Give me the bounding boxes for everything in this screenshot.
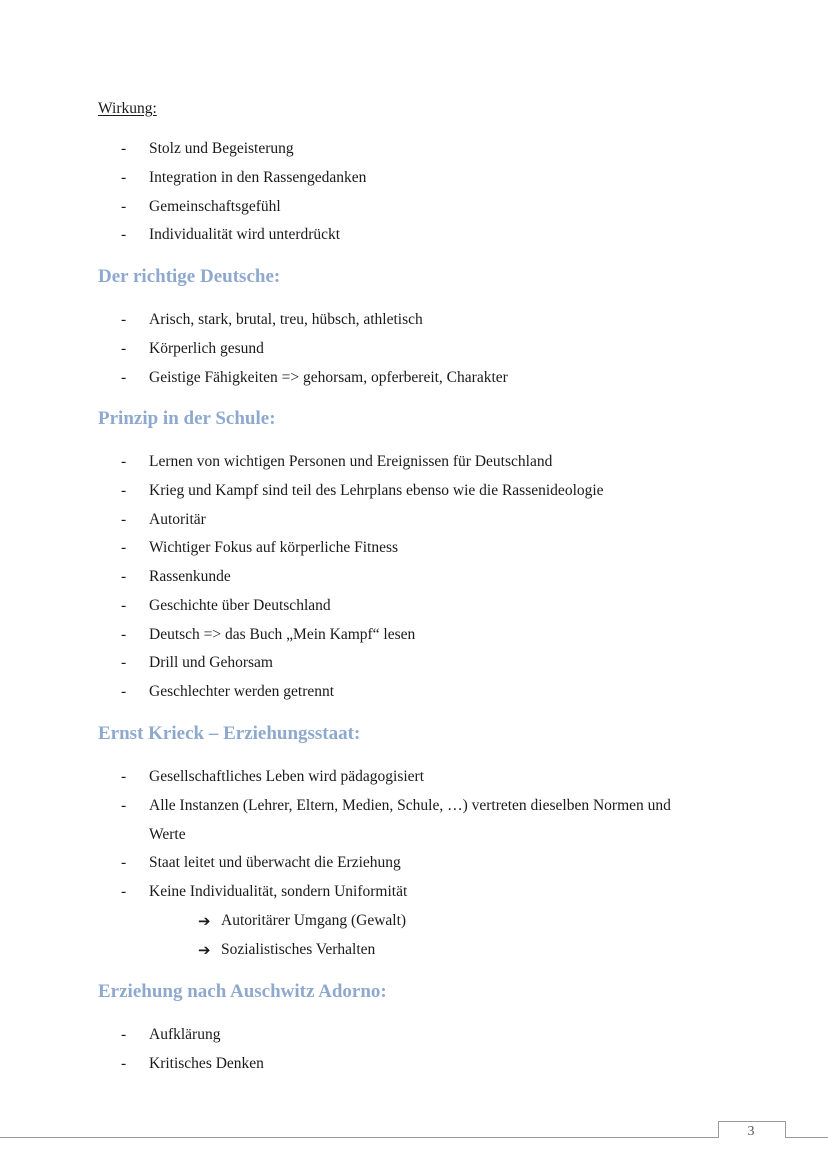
list-item: Autoritär — [149, 511, 206, 528]
list-item: Geschichte über Deutschland — [149, 597, 331, 614]
footer-rule — [0, 1137, 828, 1138]
bullet-dash: - — [121, 654, 127, 671]
bullet-dash: - — [121, 683, 127, 700]
bullet-dash: - — [121, 311, 127, 328]
sub-list-item: Autoritärer Umgang (Gewalt) — [221, 912, 407, 929]
bullet-dash: - — [121, 226, 127, 243]
section-heading-adorno: Erziehung nach Auschwitz Adorno: — [98, 981, 387, 1002]
bullet-dash: - — [121, 797, 127, 814]
bullet-dash: - — [121, 169, 127, 186]
section-heading-deutsche: Der richtige Deutsche: — [98, 266, 281, 287]
list-item: Arisch, stark, brutal, treu, hübsch, athletisch — [149, 311, 423, 328]
list-item: Gesellschaftliches Leben wird pädagogisiert — [149, 768, 425, 785]
bullet-dash: - — [121, 1026, 127, 1043]
section-heading-krieck: Ernst Krieck – Erziehungsstaat: — [98, 723, 361, 744]
list-item-continuation: Werte — [149, 826, 186, 843]
list-item: Geschlechter werden getrennt — [149, 683, 335, 700]
bullet-dash: - — [121, 597, 127, 614]
list-item: Aufklärung — [149, 1026, 221, 1043]
bullet-dash: - — [121, 482, 127, 499]
bullet-dash: - — [121, 198, 127, 215]
list-item: Individualität wird unterdrückt — [149, 226, 341, 243]
list-item: Kritisches Denken — [149, 1055, 264, 1072]
bullet-dash: - — [121, 626, 127, 643]
bullet-dash: - — [121, 539, 127, 556]
list-item: Keine Individualität, sondern Uniformität — [149, 883, 408, 900]
list-item: Körperlich gesund — [149, 340, 264, 357]
bullet-dash: - — [121, 568, 127, 585]
list-item: Geistige Fähigkeiten => gehorsam, opferbereit, Charakter — [149, 369, 508, 386]
list-item: Deutsch => das Buch „Mein Kampf“ lesen — [149, 626, 416, 643]
list-item: Wichtiger Fokus auf körperliche Fitness — [149, 539, 399, 556]
list-item: Gemeinschaftsgefühl — [149, 198, 281, 215]
list-item: Staat leitet und überwacht die Erziehung — [149, 854, 401, 871]
list-item: Krieg und Kampf sind teil des Lehrplans ebenso wie die Rassenideologie — [149, 482, 604, 499]
list-item: Stolz und Begeisterung — [149, 140, 294, 157]
list-item: Drill und Gehorsam — [149, 654, 273, 671]
list-item: Lernen von wichtigen Personen und Ereignissen für Deutschland — [149, 453, 553, 470]
arrow-right-icon: ➔ — [198, 912, 211, 930]
arrow-right-icon: ➔ — [198, 941, 211, 959]
bullet-dash: - — [121, 854, 127, 871]
bullet-dash: - — [121, 511, 127, 528]
bullet-dash: - — [121, 453, 127, 470]
list-item: Alle Instanzen (Lehrer, Eltern, Medien, Schule, …) vertreten dieselben Normen und — [149, 797, 671, 814]
list-item: Integration in den Rassengedanken — [149, 169, 367, 186]
page-number: 3 — [747, 1124, 755, 1139]
bullet-dash: - — [121, 340, 127, 357]
bullet-dash: - — [121, 768, 127, 785]
wirkung-label: Wirkung: — [98, 100, 157, 117]
bullet-dash: - — [121, 1055, 127, 1072]
section-heading-schule: Prinzip in der Schule: — [98, 408, 276, 429]
bullet-dash: - — [121, 883, 127, 900]
sub-list-item: Sozialistisches Verhalten — [221, 941, 376, 958]
bullet-dash: - — [121, 140, 127, 157]
bullet-dash: - — [121, 369, 127, 386]
list-item: Rassenkunde — [149, 568, 231, 585]
